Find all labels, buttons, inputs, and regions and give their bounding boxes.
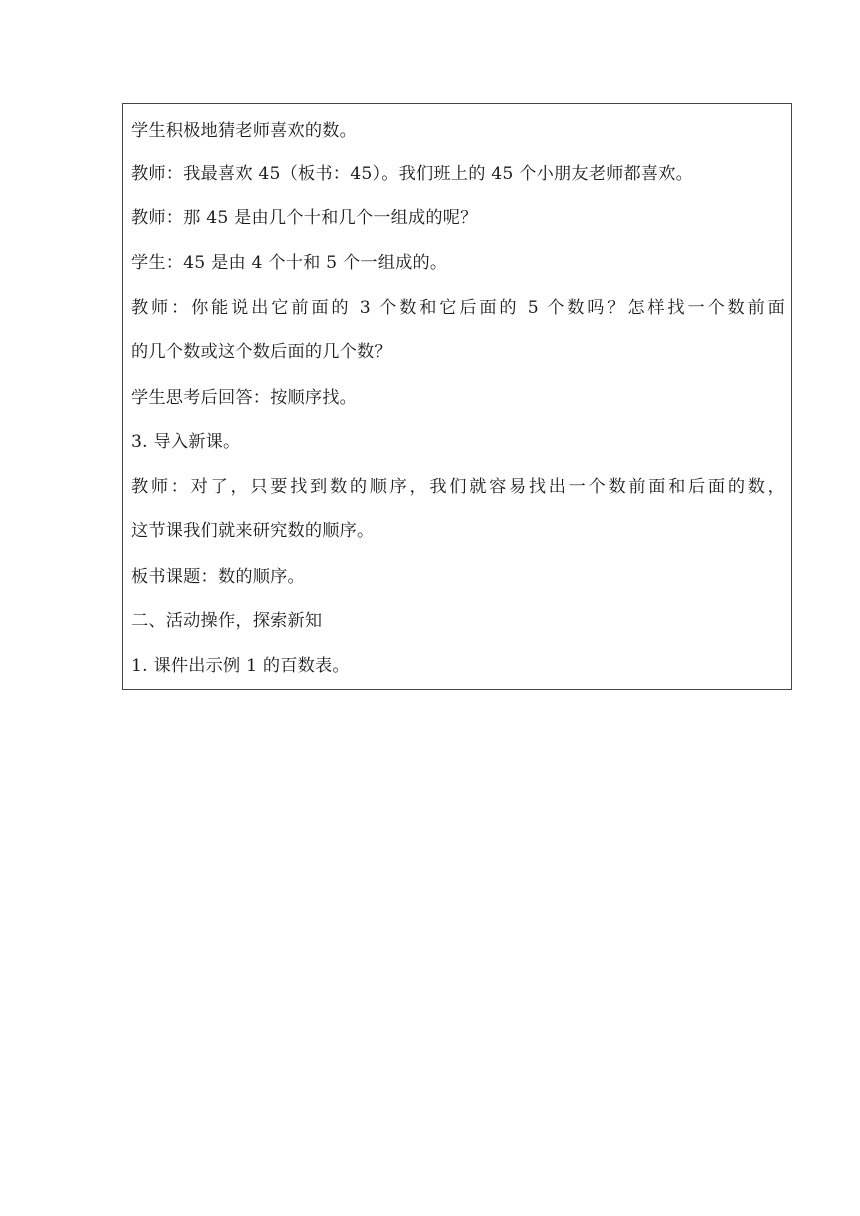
text-line: 教师：我最喜欢 45（板书：45）。我们班上的 45 个小朋友老师都喜欢。 xyxy=(131,164,694,184)
text-line: 学生：45 是由 4 个十和 5 个一组成的。 xyxy=(131,253,448,273)
lesson-text-box xyxy=(122,103,792,690)
section-heading: 二、活动操作，探索新知 xyxy=(131,611,323,631)
text-line: 学生积极地猜老师喜欢的数。 xyxy=(131,121,358,141)
text-line: 3. 导入新课。 xyxy=(131,432,241,452)
text-line: 板书课题：数的顺序。 xyxy=(131,567,305,587)
text-line: 教师：对了，只要找到数的顺序，我们就容易找出一个数前面和后面的数， xyxy=(131,477,785,497)
text-line: 这节课我们就来研究数的顺序。 xyxy=(131,521,375,541)
text-line: 1. 课件出示例 1 的百数表。 xyxy=(131,656,350,676)
text-line: 教师：你能说出它前面的 3 个数和它后面的 5 个数吗？怎样找一个数前面 xyxy=(131,298,785,318)
text-line: 学生思考后回答：按顺序找。 xyxy=(131,388,358,408)
text-line: 的几个数或这个数后面的几个数？ xyxy=(131,342,392,362)
text-line: 教师：那 45 是由几个十和几个一组成的呢？ xyxy=(131,208,478,228)
